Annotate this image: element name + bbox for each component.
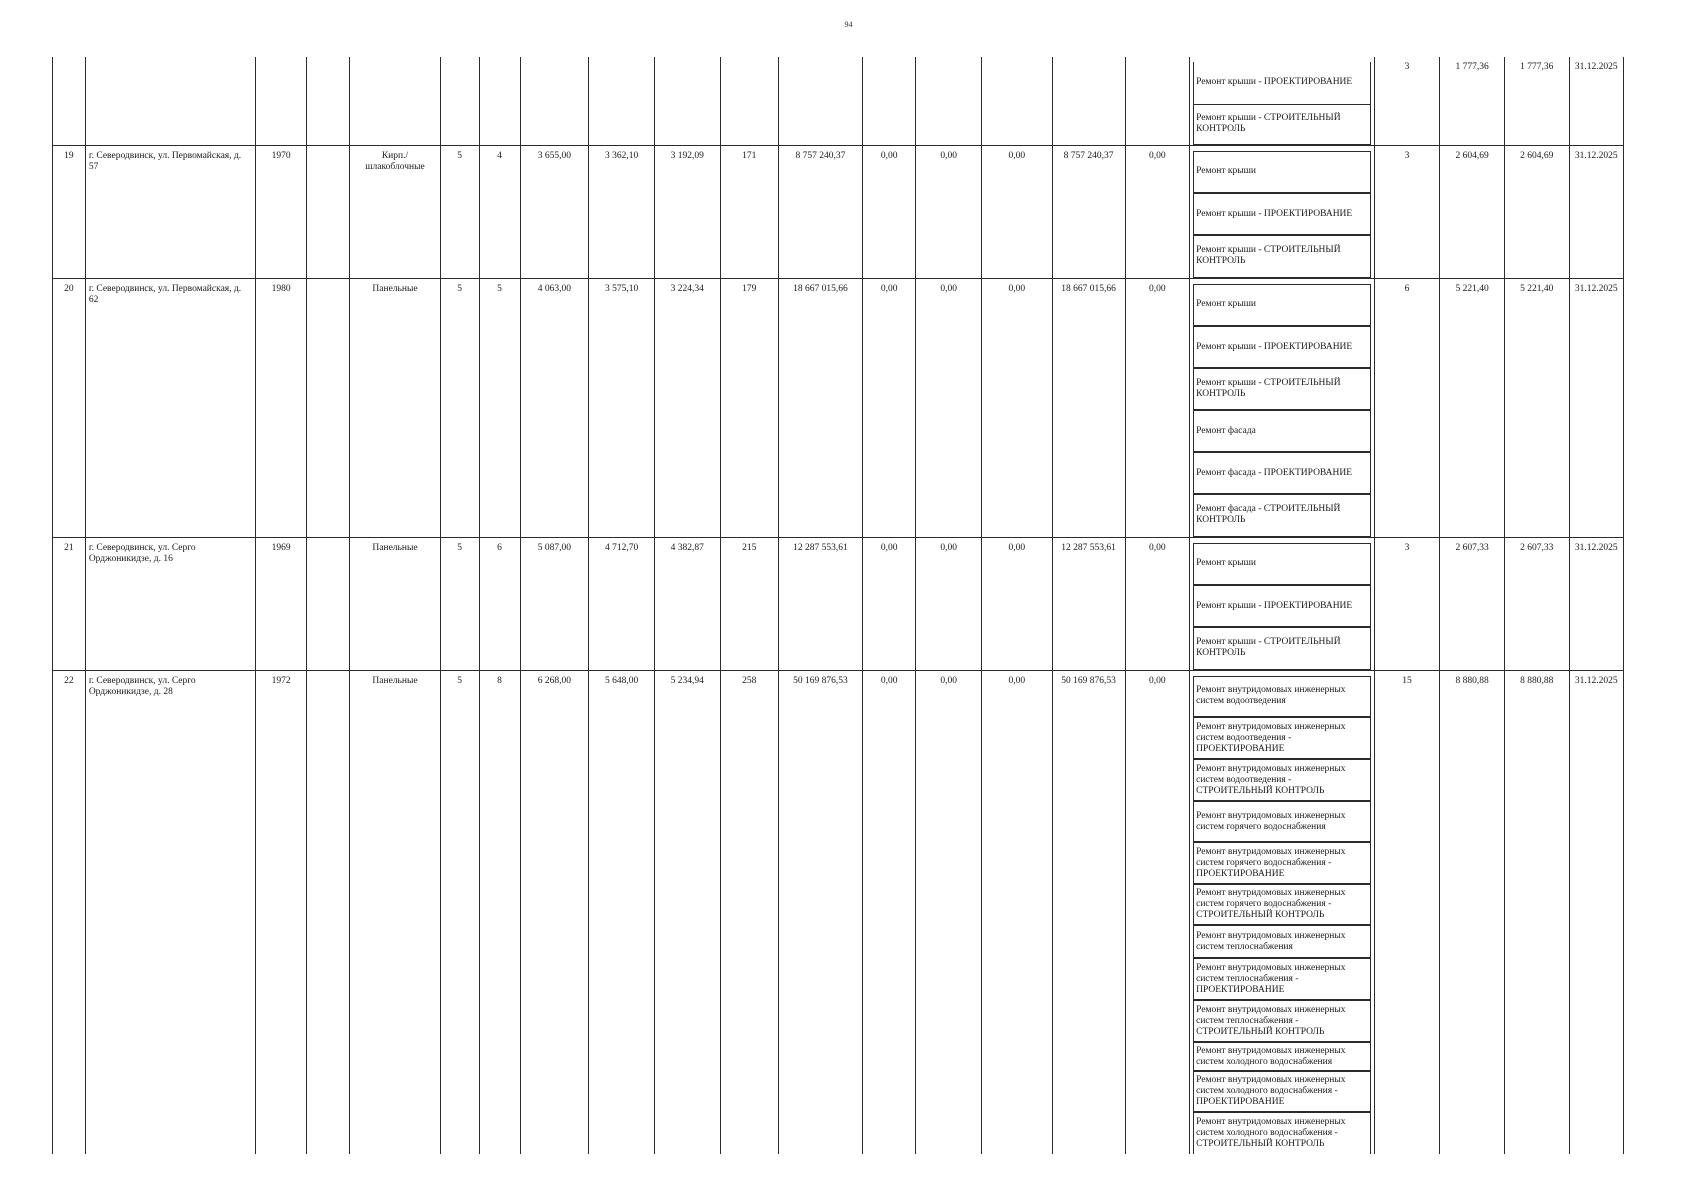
residents-cell (720, 57, 778, 145)
address-cell (85, 57, 255, 145)
work-item-label: Ремонт внутридомовых инженерных систем водоотведения - СТРОИТЕЛЬНЫЙ КОНТРОЛЬ (1194, 759, 1371, 801)
unit-cost-cell: 2 607,33 (1440, 537, 1505, 670)
local-funds-cell (981, 57, 1052, 145)
total-area-cell (520, 57, 589, 145)
work-item (1194, 193, 1371, 235)
deadline-cell: 31.12.2025 (1569, 145, 1624, 278)
residents-cell: 215 (720, 537, 778, 670)
federal-funds-cell: 0,00 (863, 670, 916, 1154)
work-item (1194, 235, 1371, 277)
owners-funds-cell: 50 169 876,53 (1052, 670, 1125, 1154)
work-item-label: Ремонт крыши - ПРОЕКТИРОВАНИЕ (1194, 193, 1371, 235)
year-built-cell: 1972 (256, 670, 307, 1154)
federal-funds-cell (863, 57, 916, 145)
work-item (1194, 368, 1371, 410)
work-item (1194, 585, 1371, 627)
work-item-label: Ремонт крыши - СТРОИТЕЛЬНЫЙ КОНТРОЛЬ (1194, 627, 1371, 669)
total-cost-cell: 50 169 876,53 (778, 670, 862, 1154)
work-count-cell: 3 (1374, 537, 1440, 670)
wall-material-cell: Панельные (350, 670, 440, 1154)
year-built-cell: 1969 (256, 537, 307, 670)
work-item-label: Ремонт внутридомовых инженерных систем водоотведения - ПРОЕКТИРОВАНИЕ (1194, 717, 1371, 759)
total-area-cell: 4 063,00 (520, 278, 589, 537)
program-table (52, 57, 1624, 1154)
work-item-label: Ремонт внутридомовых инженерных систем горячего водоснабжения - СТРОИТЕЛЬНЫЙ КОНТРОЛЬ (1194, 884, 1371, 925)
living-area-cell: 5 234,94 (654, 670, 720, 1154)
owners-funds-cell: 18 667 015,66 (1052, 278, 1125, 537)
work-count-cell: 6 (1374, 278, 1440, 537)
entrances-cell (479, 57, 520, 145)
work-item-label: Ремонт крыши - ПРОЕКТИРОВАНИЕ (1194, 62, 1371, 104)
other-funds-cell: 0,00 (1125, 537, 1190, 670)
residents-cell: 179 (720, 278, 778, 537)
work-item-label: Ремонт внутридомовых инженерных систем теплоснабжения - СТРОИТЕЛЬНЫЙ КОНТРОЛЬ (1194, 1000, 1371, 1042)
work-item-label: Ремонт крыши - СТРОИТЕЛЬНЫЙ КОНТРОЛЬ (1194, 368, 1371, 410)
total-cost-cell: 8 757 240,37 (778, 145, 862, 278)
works-list (1193, 676, 1371, 1155)
row-number (53, 57, 86, 145)
work-item (1194, 676, 1371, 717)
table-row (53, 57, 1624, 145)
regional-funds-cell: 0,00 (916, 278, 982, 537)
floors-cell: 5 (440, 537, 479, 670)
work-item (1194, 326, 1371, 368)
works-list-cell (1190, 145, 1375, 278)
local-funds-cell: 0,00 (981, 278, 1052, 537)
premises-area-cell: 4 712,70 (589, 537, 655, 670)
works-list (1193, 284, 1371, 537)
table-body (53, 57, 1624, 1154)
other-funds-cell (1125, 57, 1190, 145)
federal-funds-cell: 0,00 (863, 537, 916, 670)
work-item (1194, 494, 1371, 536)
work-item-label: Ремонт крыши (1194, 543, 1371, 585)
work-item (1194, 151, 1371, 193)
table-row (53, 537, 1624, 670)
max-unit-cost-cell: 8 880,88 (1504, 670, 1569, 1154)
other-funds-cell: 0,00 (1125, 145, 1190, 278)
work-item (1194, 1000, 1371, 1042)
deadline-cell: 31.12.2025 (1569, 57, 1624, 145)
owners-funds-cell: 8 757 240,37 (1052, 145, 1125, 278)
works-list-cell (1190, 278, 1375, 537)
unit-cost-cell: 1 777,36 (1440, 57, 1505, 145)
work-item (1194, 1112, 1371, 1154)
work-item (1194, 759, 1371, 801)
work-item-label: Ремонт внутридомовых инженерных систем холодного водоснабжения (1194, 1042, 1371, 1071)
work-item (1194, 925, 1371, 958)
work-item-label: Ремонт внутридомовых инженерных систем холодного водоснабжения - ПРОЕКТИРОВАНИЕ (1194, 1071, 1371, 1112)
total-cost-cell: 12 287 553,61 (778, 537, 862, 670)
year-built-cell (256, 57, 307, 145)
work-item-label: Ремонт крыши (1194, 284, 1371, 326)
premises-area-cell: 3 362,10 (589, 145, 655, 278)
work-item-label: Ремонт крыши - ПРОЕКТИРОВАНИЕ (1194, 326, 1371, 368)
deadline-cell: 31.12.2025 (1569, 278, 1624, 537)
work-item (1194, 452, 1371, 494)
regional-funds-cell: 0,00 (916, 537, 982, 670)
address-cell: г. Северодвинск, ул. Серго Орджоникидзе, д. 28 (85, 670, 255, 1154)
commission-year-cell (307, 537, 350, 670)
total-area-cell: 6 268,00 (520, 670, 589, 1154)
row-number: 20 (53, 278, 86, 537)
work-item-label: Ремонт крыши (1194, 151, 1371, 193)
program-table-wrap (52, 57, 1624, 1154)
residents-cell: 171 (720, 145, 778, 278)
work-item (1194, 62, 1371, 104)
work-item-label: Ремонт фасада - ПРОЕКТИРОВАНИЕ (1194, 452, 1371, 494)
premises-area-cell: 3 575,10 (589, 278, 655, 537)
floors-cell: 5 (440, 278, 479, 537)
federal-funds-cell: 0,00 (863, 145, 916, 278)
work-item (1194, 801, 1371, 842)
work-item (1194, 884, 1371, 925)
work-item-label: Ремонт крыши - СТРОИТЕЛЬНЫЙ КОНТРОЛЬ (1194, 235, 1371, 277)
table-row (53, 145, 1624, 278)
work-item-label: Ремонт внутридомовых инженерных систем горячего водоснабжения - ПРОЕКТИРОВАНИЕ (1194, 842, 1371, 884)
work-item (1194, 1071, 1371, 1112)
work-item (1194, 410, 1371, 452)
owners-funds-cell: 12 287 553,61 (1052, 537, 1125, 670)
commission-year-cell (307, 57, 350, 145)
work-item (1194, 958, 1371, 1000)
row-number: 21 (53, 537, 86, 670)
total-area-cell: 3 655,00 (520, 145, 589, 278)
entrances-cell: 8 (479, 670, 520, 1154)
row-number: 19 (53, 145, 86, 278)
work-item-label: Ремонт внутридомовых инженерных систем горячего водоснабжения (1194, 801, 1371, 842)
floors-cell: 5 (440, 670, 479, 1154)
wall-material-cell: Кирп./ шлакоблочные (350, 145, 440, 278)
works-list-cell (1190, 670, 1375, 1154)
other-funds-cell: 0,00 (1125, 670, 1190, 1154)
work-item-label: Ремонт фасада - СТРОИТЕЛЬНЫЙ КОНТРОЛЬ (1194, 494, 1371, 536)
commission-year-cell (307, 670, 350, 1154)
living-area-cell: 4 382,87 (654, 537, 720, 670)
commission-year-cell (307, 145, 350, 278)
total-area-cell: 5 087,00 (520, 537, 589, 670)
local-funds-cell: 0,00 (981, 670, 1052, 1154)
total-cost-cell: 18 667 015,66 (778, 278, 862, 537)
deadline-cell: 31.12.2025 (1569, 670, 1624, 1154)
local-funds-cell: 0,00 (981, 537, 1052, 670)
wall-material-cell: Панельные (350, 278, 440, 537)
work-count-cell: 3 (1374, 57, 1440, 145)
wall-material-cell: Панельные (350, 537, 440, 670)
deadline-cell: 31.12.2025 (1569, 537, 1624, 670)
table-row (53, 278, 1624, 537)
works-list (1193, 543, 1371, 670)
work-item-label: Ремонт внутридомовых инженерных систем холодного водоснабжения - СТРОИТЕЛЬНЫЙ КОНТРОЛЬ (1194, 1112, 1371, 1154)
other-funds-cell: 0,00 (1125, 278, 1190, 537)
year-built-cell: 1980 (256, 278, 307, 537)
federal-funds-cell: 0,00 (863, 278, 916, 537)
address-cell: г. Северодвинск, ул. Первомайская, д. 62 (85, 278, 255, 537)
work-item (1194, 104, 1371, 144)
unit-cost-cell: 2 604,69 (1440, 145, 1505, 278)
max-unit-cost-cell: 2 607,33 (1504, 537, 1569, 670)
work-item-label: Ремонт крыши - ПРОЕКТИРОВАНИЕ (1194, 585, 1371, 627)
max-unit-cost-cell: 5 221,40 (1504, 278, 1569, 537)
table-row (53, 670, 1624, 1154)
work-item (1194, 627, 1371, 669)
total-cost-cell (778, 57, 862, 145)
unit-cost-cell: 8 880,88 (1440, 670, 1505, 1154)
work-count-cell: 15 (1374, 670, 1440, 1154)
address-cell: г. Северодвинск, ул. Серго Орджоникидзе, д. 16 (85, 537, 255, 670)
work-item-label: Ремонт крыши - СТРОИТЕЛЬНЫЙ КОНТРОЛЬ (1194, 104, 1371, 144)
premises-area-cell (589, 57, 655, 145)
works-list (1193, 62, 1371, 145)
work-item (1194, 284, 1371, 326)
living-area-cell (654, 57, 720, 145)
work-count-cell: 3 (1374, 145, 1440, 278)
entrances-cell: 4 (479, 145, 520, 278)
owners-funds-cell (1052, 57, 1125, 145)
unit-cost-cell: 5 221,40 (1440, 278, 1505, 537)
entrances-cell: 6 (479, 537, 520, 670)
local-funds-cell: 0,00 (981, 145, 1052, 278)
address-cell: г. Северодвинск, ул. Первомайская, д. 57 (85, 145, 255, 278)
commission-year-cell (307, 278, 350, 537)
max-unit-cost-cell: 1 777,36 (1504, 57, 1569, 145)
entrances-cell: 5 (479, 278, 520, 537)
row-number: 22 (53, 670, 86, 1154)
work-item (1194, 543, 1371, 585)
works-list-cell (1190, 57, 1375, 145)
floors-cell (440, 57, 479, 145)
wall-material-cell (350, 57, 440, 145)
work-item (1194, 717, 1371, 759)
max-unit-cost-cell: 2 604,69 (1504, 145, 1569, 278)
work-item-label: Ремонт фасада (1194, 410, 1371, 452)
regional-funds-cell: 0,00 (916, 670, 982, 1154)
living-area-cell: 3 224,34 (654, 278, 720, 537)
work-item (1194, 1042, 1371, 1071)
premises-area-cell: 5 648,00 (589, 670, 655, 1154)
work-item-label: Ремонт внутридомовых инженерных систем водоотведения (1194, 676, 1371, 717)
regional-funds-cell: 0,00 (916, 145, 982, 278)
works-list (1193, 151, 1371, 278)
work-item-label: Ремонт внутридомовых инженерных систем теплоснабжения (1194, 925, 1371, 958)
page-number: 94 (844, 20, 853, 29)
living-area-cell: 3 192,09 (654, 145, 720, 278)
year-built-cell: 1970 (256, 145, 307, 278)
work-item (1194, 842, 1371, 884)
residents-cell: 258 (720, 670, 778, 1154)
works-list-cell (1190, 537, 1375, 670)
regional-funds-cell (916, 57, 982, 145)
floors-cell: 5 (440, 145, 479, 278)
work-item-label: Ремонт внутридомовых инженерных систем теплоснабжения - ПРОЕКТИРОВАНИЕ (1194, 958, 1371, 1000)
